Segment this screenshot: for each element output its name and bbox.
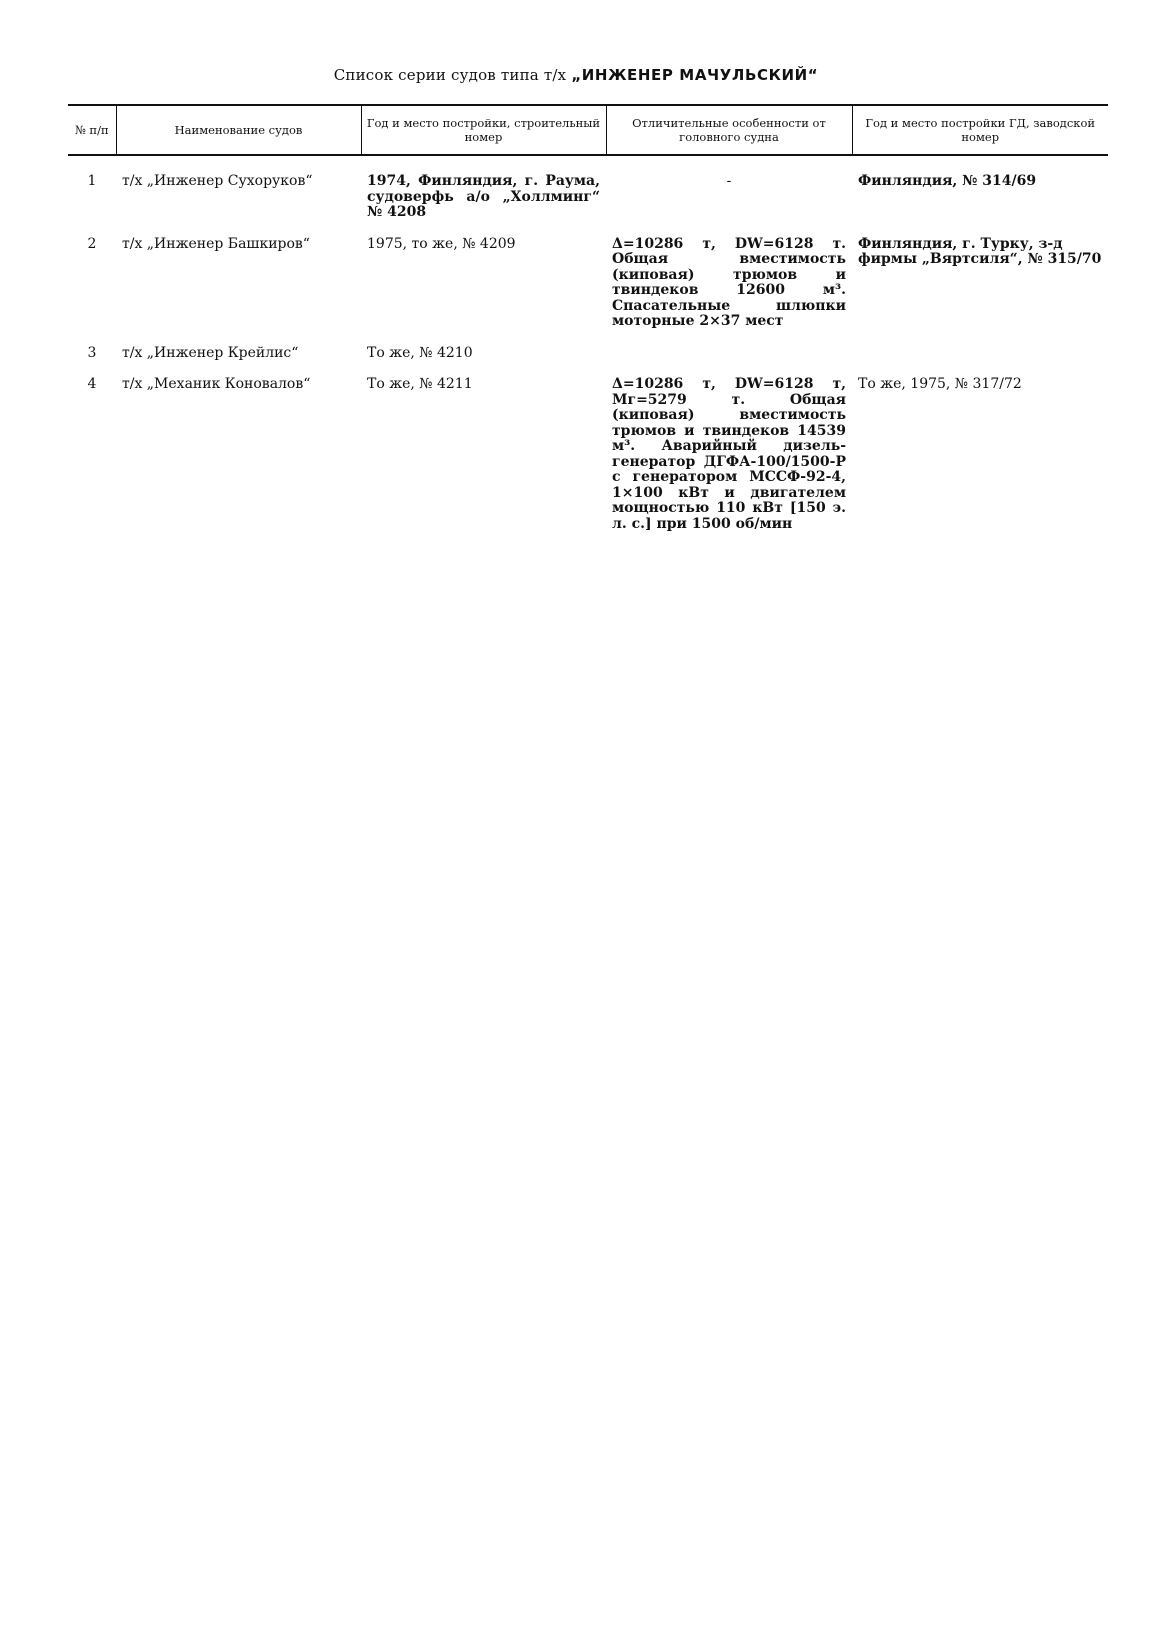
row-number: 3 [87,344,97,361]
features: - [726,173,732,189]
engine-info [852,346,1108,378]
table-row [68,155,1108,237]
features: Δ=10286 т, DW=6128 т. Общая вместимость (киповая) трюмов и твиндеков 12600 м³. Спасательные шлюпки моторные 2×37 мест [612,235,846,329]
header-build-info: Год и место постройки, строительный номер [361,105,606,155]
build-info: То же, № 4210 [367,344,473,361]
title-prefix: Список серии судов типа т/х [333,66,572,84]
engine-info: Финляндия, г. Турку, з-д фирмы „Вяртсиля“, № 315/70 [858,235,1102,267]
table-row [68,237,1108,346]
row-number: 1 [87,173,97,189]
table-header-row [68,105,1108,155]
ship-name: т/х „Инженер Башкиров“ [122,235,310,252]
header-ship-name: Наименование судов [116,105,361,155]
table-row [68,377,1108,532]
row-number: 2 [87,235,97,252]
build-info: То же, № 4211 [367,376,473,392]
engine-info: То же, 1975, № 317/72 [858,376,1022,392]
table-row [68,346,1108,378]
ship-series-table [68,104,1108,532]
page-title [0,66,1152,84]
ship-name: т/х „Механик Коновалов“ [122,376,311,392]
features: Δ=10286 т, DW=6128 т, Mг=5279 т. Общая (киповая) вместимость трюмов и твиндеков 14539 м³. Аварийный дизель-генератор ДГФА-100/1500-Р с генератором МССФ-92-4, 1×100 кВт и двигателем мощностью 110 кВт [150 э. л. с.] при 1500 об/мин [612,376,846,532]
header-features: Отличительные особенности от головного судна [606,105,852,155]
engine-info: Финляндия, № 314/69 [858,173,1037,189]
features [606,346,852,378]
ship-name: т/х „Инженер Крейлис“ [122,344,299,361]
build-info: 1975, то же, № 4209 [367,235,516,252]
header-engine-info: Год и место постройки ГД, заводской номер [852,105,1108,155]
build-info: 1974, Финляндия, г. Раума, судоверфь а/о „Холлминг“ № 4208 [367,173,600,220]
row-number: 4 [87,376,97,392]
ship-name: т/х „Инженер Сухоруков“ [122,173,313,189]
title-ship-name: „ИНЖЕНЕР МАЧУЛЬСКИЙ“ [571,66,819,84]
header-number: № п/п [68,105,116,155]
